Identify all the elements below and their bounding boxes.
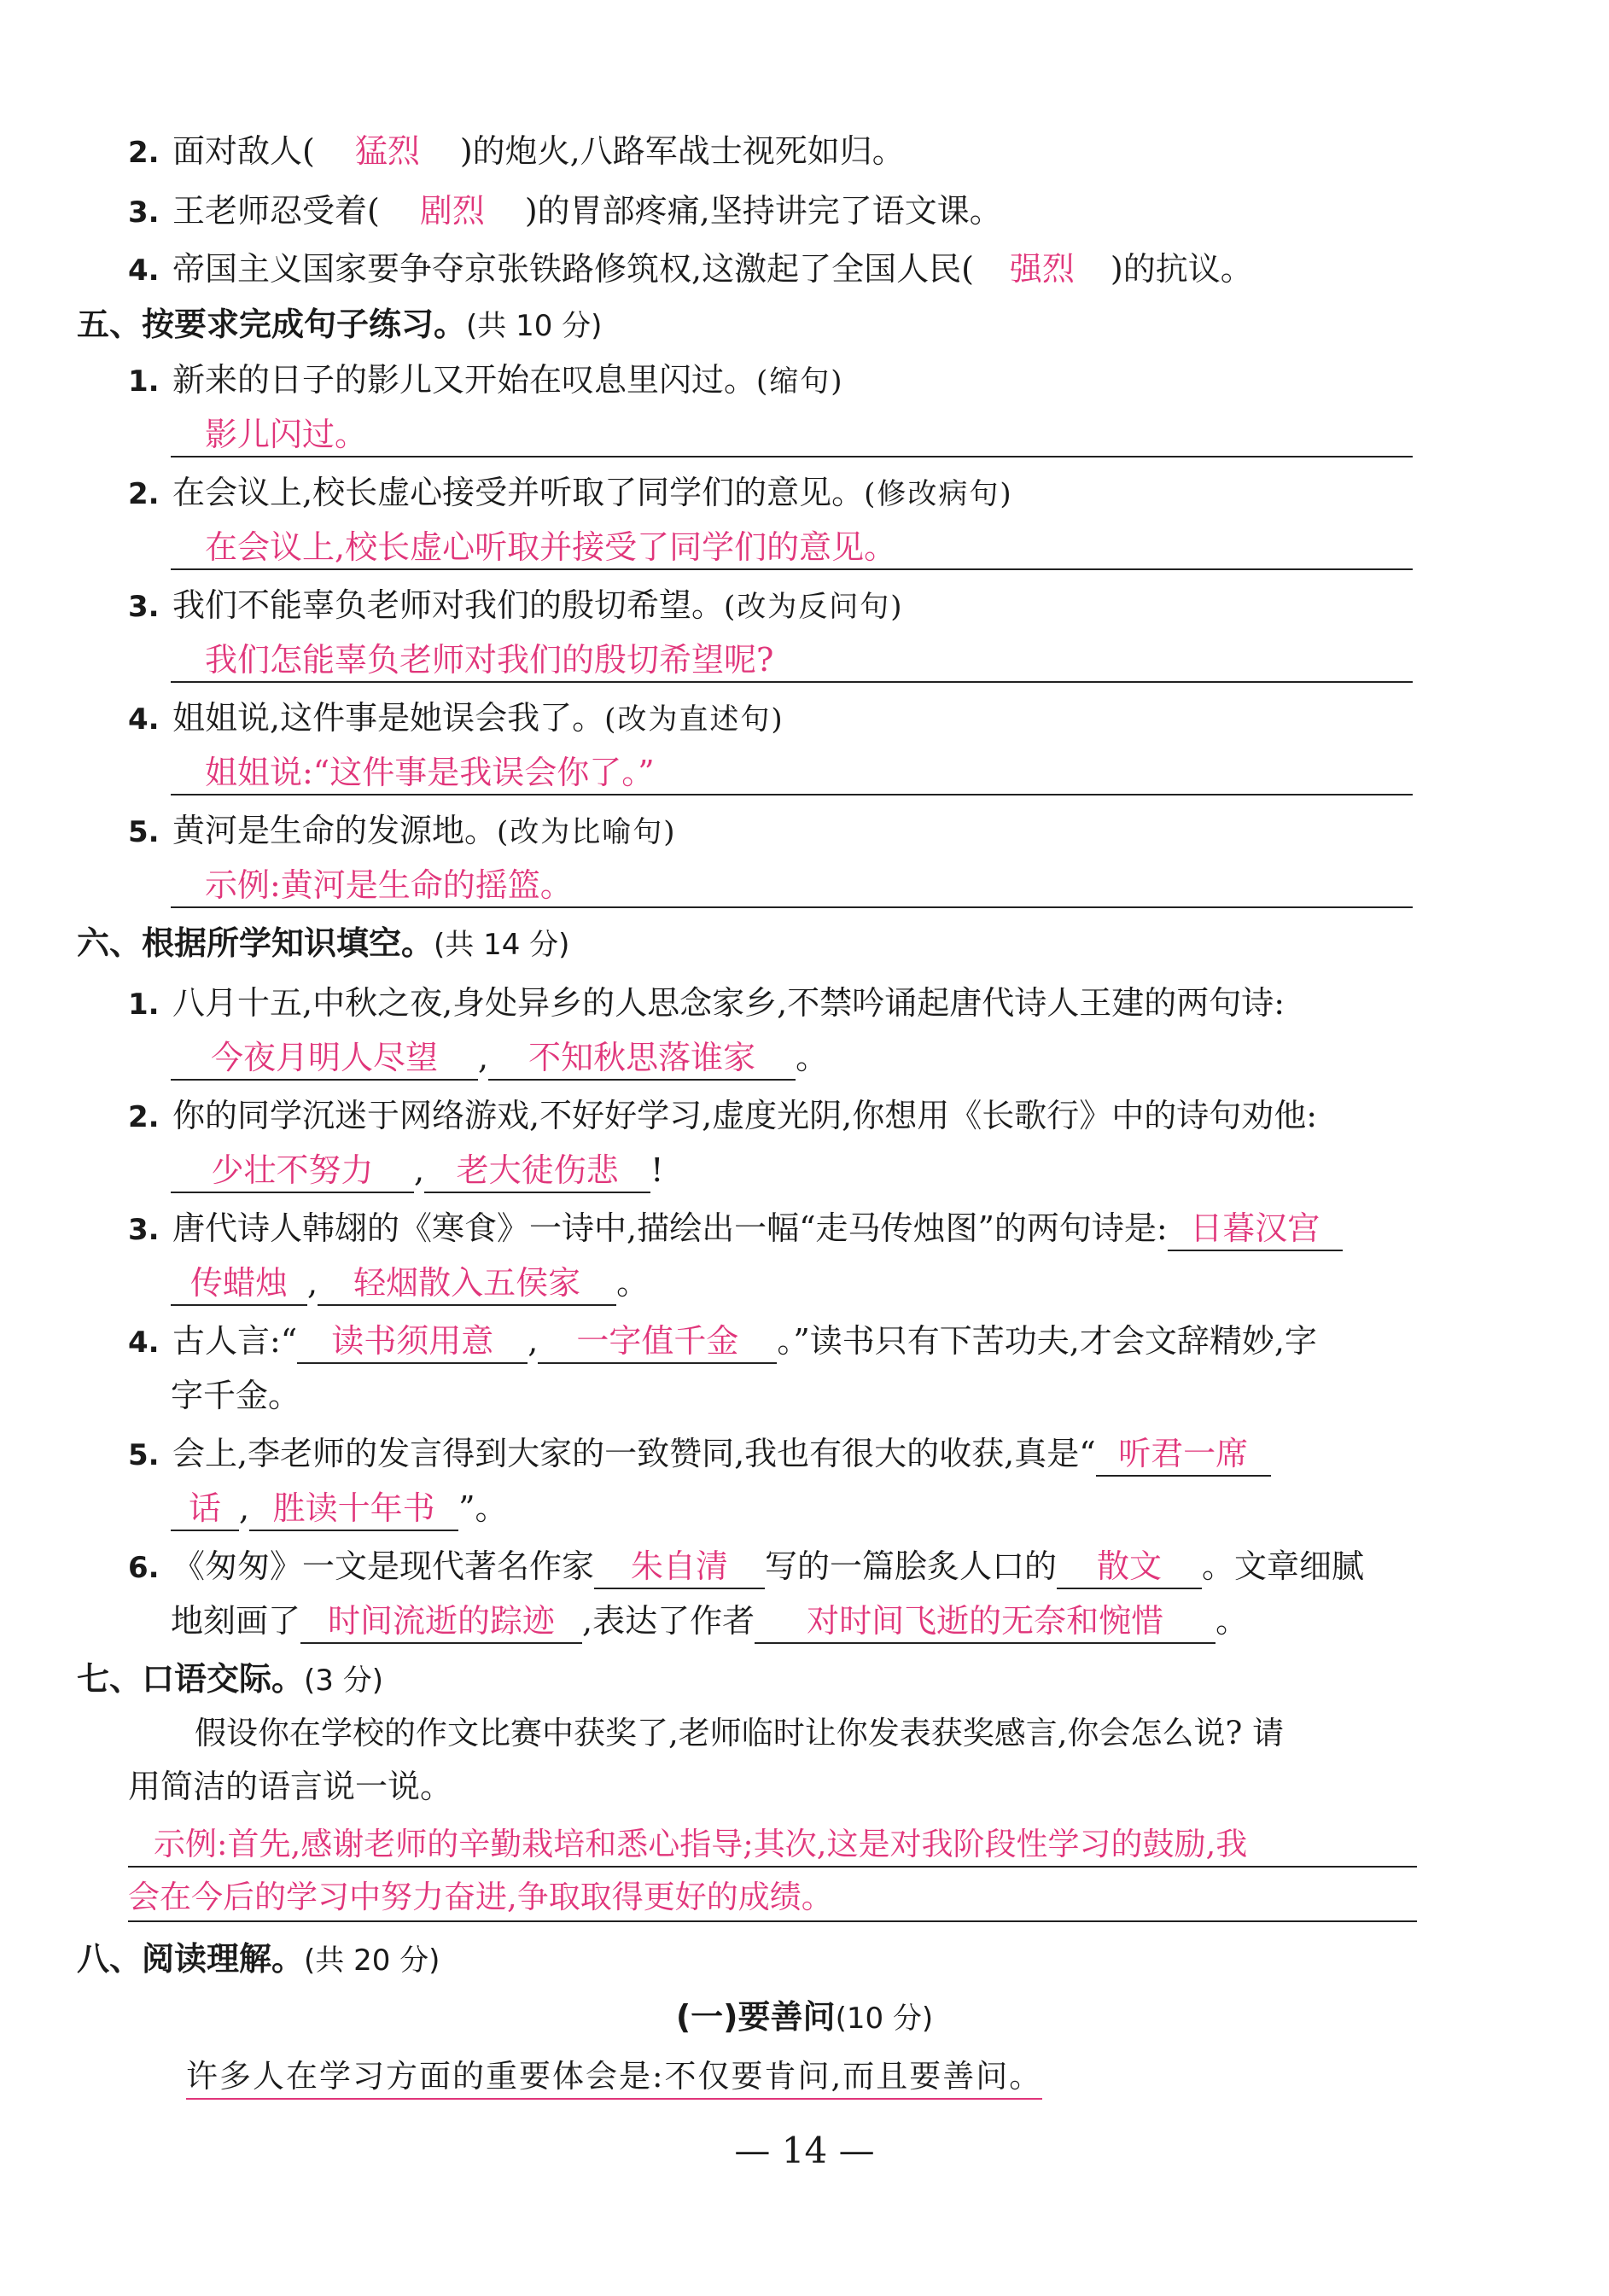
s5-item-2: 2. 在会议上,校长虚心接受并听取了同学们的意见。(修改病句)	[128, 474, 1013, 511]
s6-item-4-cont: 字千金。	[171, 1377, 301, 1414]
q4-item-4: 4. 帝国主义国家要争夺京张铁路修筑权,这激起了全国人民( 强烈 )的抗议。	[128, 248, 1253, 292]
q4-item-2: 2. 面对敌人( 猛烈 )的炮火,八路军战士视死如归。	[128, 130, 905, 174]
reading-subtitle: (一)要善问(10 分)	[675, 1998, 934, 2036]
s5-answer-5: 示例:黄河是生命的摇篮。	[171, 864, 1413, 908]
s6-item-2-answers: 少壮不努力 , 老大徒伤悲 !	[171, 1149, 663, 1193]
s7-prompt-cont: 用简洁的语言说一说。	[128, 1768, 453, 1805]
reading-passage-first-line: 许多人在学习方面的重要体会是:不仅要肯问,而且要善问。	[186, 2055, 1042, 2100]
s7-answer-line-1: 示例:首先,感谢老师的辛勤栽培和悉心指导;其次,这是对我阶段性学习的鼓励,我	[128, 1823, 1417, 1868]
s5-item-3: 3. 我们不能辜负老师对我们的殷切希望。(改为反问句)	[128, 586, 904, 624]
section-5-title: 五、按要求完成句子练习。(共 10 分)	[77, 306, 603, 343]
s6-item-1-answers: 今夜月明人尽望 , 不知秋思落谁家 。	[171, 1036, 828, 1081]
s7-answer-line-2: 会在今后的学习中努力奋进,争取取得更好的成绩。	[128, 1876, 1417, 1922]
answer-blank: 不知秋思落谁家	[488, 1036, 796, 1081]
s6-item-3-answers: 传蜡烛 , 轻烟散入五侯家 。	[171, 1262, 649, 1306]
s6-item-6: 6. 《匆匆》一文是现代著名作家 朱自清 写的一篇脍炙人口的 散文 。文章细腻	[128, 1545, 1364, 1589]
s5-item-5: 5. 黄河是生命的发源地。(改为比喻句)	[128, 812, 677, 849]
s5-answer-4: 姐姐说:“这件事是我误会你了。”	[171, 751, 1413, 795]
page-number: — 14 —	[734, 2130, 875, 2171]
s5-item-1: 1. 新来的日子的影儿又开始在叹息里闪过。(缩句)	[128, 361, 844, 399]
answer-blank: 听君一席	[1096, 1432, 1271, 1477]
answer-blank: 少壮不努力	[171, 1149, 414, 1193]
s6-item-6-cont: 地刻画了 时间流逝的踪迹 ,表达了作者 对时间飞逝的无奈和惋惜 。	[171, 1600, 1248, 1644]
s5-answer-1: 影儿闪过。	[171, 413, 1413, 457]
s6-item-2: 2. 你的同学沉迷于网络游戏,不好好学习,虚度光阴,你想用《长歌行》中的诗句劝他:	[128, 1097, 1318, 1134]
answer-blank: 读书须用意	[297, 1320, 528, 1364]
s5-answer-2: 在会议上,校长虚心听取并接受了同学们的意见。	[171, 526, 1413, 570]
answer-text: 猛烈	[354, 132, 420, 170]
section-6-title: 六、根据所学知识填空。(共 14 分)	[77, 924, 570, 962]
section-8-title: 八、阅读理解。(共 20 分)	[77, 1940, 440, 1978]
answer-blank: 胜读十年书	[249, 1487, 458, 1531]
s6-item-1: 1. 八月十五,中秋之夜,身处异乡的人思念家乡,不禁吟诵起唐代诗人王建的两句诗:	[128, 984, 1285, 1022]
answer-blank: 对时间飞逝的无奈和惋惜	[755, 1600, 1215, 1644]
answer-blank: 朱自清	[594, 1545, 765, 1589]
answer-text: 剧烈	[419, 192, 485, 230]
s7-prompt: 假设你在学校的作文比赛中获奖了,老师临时让你发表获奖感言,你会怎么说? 请	[195, 1715, 1285, 1751]
s6-item-5-answers: 话 , 胜读十年书 ”。	[171, 1487, 508, 1531]
answer-blank: 时间流逝的踪迹	[300, 1600, 582, 1644]
answer-blank: 散文	[1057, 1545, 1202, 1589]
answer-blank: 老大徒伤悲	[424, 1149, 650, 1193]
s5-item-4: 4. 姐姐说,这件事是她误会我了。(改为直述句)	[128, 699, 784, 737]
s6-item-4: 4. 古人言:“ 读书须用意 , 一字值千金 。”读书只有下苦功夫,才会文辞精妙,字	[128, 1320, 1317, 1364]
answer-blank: 日暮汉宫	[1168, 1207, 1343, 1251]
s5-answer-3: 我们怎能辜负老师对我们的殷切希望呢?	[171, 638, 1413, 683]
answer-blank: 今夜月明人尽望	[171, 1036, 478, 1081]
section-7-title: 七、口语交际。(3 分)	[77, 1660, 383, 1698]
answer-blank: 轻烟散入五侯家	[318, 1262, 616, 1306]
s6-item-3: 3. 唐代诗人韩翃的《寒食》一诗中,描绘出一幅“走马传烛图”的两句诗是: 日暮汉宫	[128, 1207, 1343, 1251]
answer-text: 强烈	[1009, 250, 1075, 288]
s6-item-5: 5. 会上,李老师的发言得到大家的一致赞同,我也有很大的收获,真是“ 听君一席	[128, 1432, 1271, 1477]
answer-blank: 一字值千金	[538, 1320, 777, 1364]
answer-blank: 话	[171, 1487, 239, 1531]
q4-item-3: 3. 王老师忍受着( 剧烈 )的胃部疼痛,坚持讲完了语文课。	[128, 189, 1002, 234]
answer-blank: 传蜡烛	[171, 1262, 307, 1306]
